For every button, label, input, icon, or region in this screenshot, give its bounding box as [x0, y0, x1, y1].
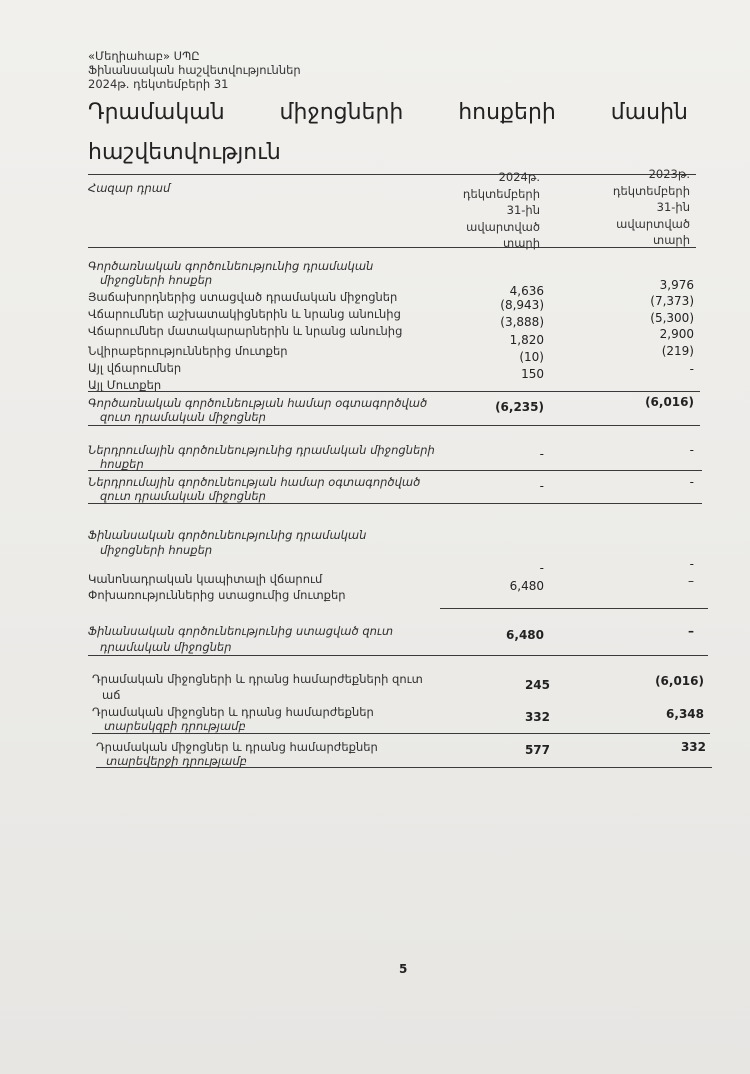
- title-word: մասին: [610, 100, 688, 125]
- row-divider: [92, 733, 710, 734]
- total-label: զուտ դրամական միջոցներ: [100, 489, 266, 503]
- total-label: դրամական միջոցներ: [100, 640, 232, 654]
- table-cell: (8,943): [500, 298, 544, 312]
- total-label: Ֆինանսական գործունեությունից ստացված զուտ: [88, 624, 394, 638]
- table-cell: 6,480: [509, 579, 544, 593]
- section-heading: միջոցների հոսքեր: [100, 273, 213, 287]
- summary-label: Դրամական միջոցներ և դրանց համարժեքներ: [92, 705, 374, 719]
- table-cell: (7,373): [650, 294, 694, 308]
- summary-label: Դրամական միջոցների և դրանց համարժեքների զուտ: [92, 672, 423, 686]
- table-row-label: Փոխառություններից ստացումից մուտքեր: [88, 588, 346, 602]
- page-title-line2: հաշվետվություն: [88, 140, 281, 165]
- summary-label: աճ: [102, 688, 121, 702]
- table-cell: -: [689, 443, 694, 457]
- summary-value: 332: [524, 710, 550, 724]
- section-heading: Ֆինանսական գործունեությունից դրամական: [88, 528, 367, 542]
- subtotal-divider: [88, 391, 700, 392]
- summary-value: (6,016): [655, 674, 704, 688]
- table-cell: (219): [661, 344, 694, 358]
- table-cell: -: [539, 447, 544, 461]
- section-divider: [88, 425, 700, 426]
- table-cell: (3,888): [500, 315, 544, 329]
- summary-label: տարեվերջի դրությամբ: [106, 754, 247, 768]
- table-row-label: Այլ վճարումներ: [88, 361, 182, 375]
- table-cell: -: [689, 362, 694, 376]
- section-heading: միջոցների հոսքեր: [100, 543, 213, 557]
- table-cell: -: [539, 561, 544, 575]
- total-value: (6,016): [645, 395, 694, 409]
- section-heading: Գործառնական գործունեությունից դրամական: [88, 259, 374, 273]
- title-word: միջոցների: [279, 100, 404, 125]
- unit-label: Հազար դրամ: [88, 181, 171, 195]
- table-row-label: Վճարումներ մատակարարներին և նրանց անունից: [88, 324, 403, 338]
- total-value: -: [689, 475, 694, 489]
- column-header-2024: 2024թ. դեկտեմբերի 31-ին ավարտված տարի: [462, 170, 540, 250]
- table-row-label: Նվիրաբերություններից մուտքեր: [88, 344, 288, 358]
- table-row-label: Կանոնադրական կապիտալի վճարում: [88, 572, 323, 586]
- summary-value: 332: [680, 740, 706, 754]
- summary-label: տարեսկզբի դրությամբ: [104, 719, 246, 733]
- total-value: (6,235): [495, 400, 544, 414]
- summary-value: 577: [524, 743, 550, 757]
- subtotal-divider: [440, 608, 708, 609]
- summary-value: 6,348: [666, 707, 704, 721]
- section-divider: [88, 503, 702, 504]
- row-divider: [88, 470, 702, 471]
- section-divider: [88, 655, 708, 656]
- section-heading: հոսքեր: [100, 457, 144, 471]
- total-value: -: [539, 479, 544, 493]
- total-value: –: [688, 624, 694, 638]
- row-divider: [96, 767, 712, 768]
- table-cell: 2,900: [659, 327, 694, 341]
- table-cell: -: [689, 557, 694, 571]
- column-header-2023: 2023թ. դեկտեմբերի 31-ին ավարտված տարի: [612, 167, 690, 247]
- header-divider: [88, 247, 696, 248]
- table-cell: (5,300): [650, 311, 694, 325]
- table-cell: (10): [519, 350, 544, 364]
- report-type: Ֆինանսական հաշվետվություններ: [88, 63, 301, 77]
- title-word: հոսքերի: [458, 100, 556, 125]
- company-name: «Մեղիահաբ» ՍՊԸ: [88, 49, 200, 63]
- table-cell: 150: [521, 367, 544, 381]
- table-cell: –: [688, 574, 694, 588]
- table-row-label: Վճարումներ աշխատակիցներին և նրանց անունից: [88, 307, 401, 321]
- total-value: 6,480: [506, 628, 544, 642]
- report-date: 2024թ. դեկտեմբերի 31: [88, 77, 229, 91]
- title-word: Դրամական: [88, 100, 225, 125]
- table-cell: 4,636: [509, 284, 544, 298]
- total-label: Գործառնական գործունեության համար օգտագործված: [88, 396, 428, 410]
- table-cell: 3,976: [659, 278, 694, 292]
- page-title: [88, 100, 688, 125]
- section-heading: Ներդրումային գործունեությունից դրամական միջոցների: [88, 443, 435, 457]
- summary-label: Դրամական միջոցներ և դրանց համարժեքներ: [96, 740, 378, 754]
- table-row-label: Այլ Մուտքեր: [88, 378, 162, 392]
- table-cell: 1,820: [509, 333, 544, 347]
- table-row-label: Յաճախորդներից ստացված դրամական միջոցներ: [88, 290, 398, 304]
- page-number: 5: [399, 962, 408, 976]
- total-label: Ներդրումային գործունեության համար օգտագործված: [88, 475, 421, 489]
- total-label: զուտ դրամական միջոցներ: [100, 410, 266, 424]
- summary-value: 245: [524, 678, 550, 692]
